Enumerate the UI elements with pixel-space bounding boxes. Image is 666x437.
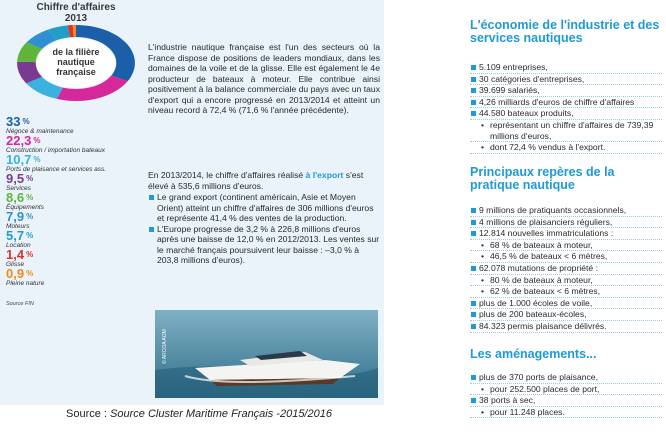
list-item: 39.699 salariés, <box>470 85 662 97</box>
export-highlight: à l'export <box>305 170 344 180</box>
pct-number: 7,9 <box>6 209 25 224</box>
list-item: plus de 1.000 écoles de voile, <box>470 298 662 310</box>
list-item: 4 millions de plaisanciers réguliers, <box>470 217 662 229</box>
source-fin: Source FIN <box>6 301 34 307</box>
pct-value <box>6 116 141 128</box>
pct-symbol: % <box>33 136 41 145</box>
economie-list <box>470 62 662 154</box>
pct-item <box>6 173 141 192</box>
list-item: 4,26 milliards d'euros de chiffre d'affaires <box>470 97 662 109</box>
list-item: 44.580 bateaux produits, <box>470 108 662 120</box>
pct-symbol: % <box>26 269 34 278</box>
pct-item <box>6 249 141 268</box>
pct-label: Ports de plaisance et services ass. <box>6 166 107 173</box>
list-item: 30 catégories d'entreprises, <box>470 74 662 86</box>
pct-number: 8,6 <box>6 190 25 205</box>
donut-center-line2: nautique <box>57 57 95 67</box>
source-prefix: Source : <box>66 408 111 420</box>
heading-amenagements: Les aménagements... <box>470 347 597 361</box>
intro-text: L'industrie nautique française est l'un des secteurs où la France dispose de positions de leaders mondiaux, dans les domaines de la voile et de la glisse. Elle est également le 4e producteur de bateaux à moteur. Elle contribue ainsi positivement à la balance commerciale du pays avec un taux d'export qui a encore progressé en 2013/2014 et atteint un niveau record à 72,4 % (71,6 % l'année précédente). <box>148 42 380 115</box>
list-item: 38 ports à sec, <box>470 395 662 407</box>
pct-label: Équipements <box>6 204 44 211</box>
sub-list-item: • 62 % de bateaux < 6 mètres, <box>470 286 662 298</box>
donut-title-line2: 2013 <box>64 13 88 24</box>
pct-value <box>6 268 141 280</box>
heading-economie: L'économie de l'industrie et des services nautiques <box>470 18 660 45</box>
europe-bullet: L'Europe progresse de 3,2 % à 226,8 millions d'euros après une baisse de 12,0 % en 2012/2013. Les ventes sur le marché français poursuivent leur baisse : –3,0 % à 203,8 millions d'euros). <box>148 224 380 266</box>
percentage-list <box>6 116 141 287</box>
pct-item <box>6 154 141 173</box>
donut-center-line1: de la filière <box>52 47 100 57</box>
donut-chart <box>14 22 138 104</box>
sub-list-item: • représentant un chiffre d'affaires de 739,39 millions d'euros, <box>470 120 662 142</box>
pct-value <box>6 211 141 223</box>
pct-symbol: % <box>26 231 34 240</box>
pct-symbol: % <box>26 193 34 202</box>
pct-number: 33 <box>6 114 21 129</box>
list-item: 5.109 entreprises, <box>470 62 662 74</box>
heading-pratique: Principaux repères de la pratique nautique <box>470 165 615 192</box>
pct-value <box>6 230 141 242</box>
pct-item <box>6 192 141 211</box>
pct-value <box>6 192 141 204</box>
pct-symbol: % <box>33 155 41 164</box>
pct-symbol: % <box>26 174 34 183</box>
source-text: Source Cluster Maritime Français -2015/2016 <box>110 408 332 420</box>
pct-item <box>6 230 141 249</box>
list-item: 9 millions de pratiquants occasionnels, <box>470 205 662 217</box>
pct-value <box>6 154 141 166</box>
sub-list-item: • pour 11.248 places. <box>470 407 662 419</box>
sub-list-item: • 80 % de bateaux à moteur, <box>470 275 662 287</box>
pct-symbol: % <box>22 117 30 126</box>
donut-center-label <box>52 47 99 77</box>
intro-paragraph <box>148 42 380 116</box>
pct-number: 10,7 <box>6 152 32 167</box>
export-text-pre: En 2013/2014, le chiffre d'affaires réalisé <box>148 170 306 180</box>
pct-item <box>6 211 141 230</box>
list-item: 12.814 nouvelles immatriculations : <box>470 228 662 240</box>
pct-number: 1,4 <box>6 247 25 262</box>
grand-export-bullet: Le grand export (continent américain, Asie et Moyen Orient) atteint un chiffre d'affaires de 306 millions d'euros et représente 41,4 % des ventes de la production. <box>148 192 380 224</box>
export-paragraph <box>148 170 380 191</box>
pct-label: Glisse <box>6 261 25 268</box>
sub-list-item: • 46,5 % de bateaux < 6 mètres, <box>470 251 662 263</box>
list-item: 84.323 permis plaisance délivrés. <box>470 321 662 333</box>
export-text-post: s'est élevé à 535,6 millions d'euros. <box>148 170 364 191</box>
donut-title <box>16 2 136 24</box>
pct-number: 9,5 <box>6 171 25 186</box>
pct-label: Moteurs <box>6 223 30 230</box>
donut-title-line1: Chiffre d'affaires <box>36 2 116 13</box>
pct-number: 22,3 <box>6 133 32 148</box>
pct-label: Négoce & maintenance <box>6 128 74 135</box>
sub-list-item: • pour 252.500 places de port, <box>470 384 662 396</box>
pct-number: 0,9 <box>6 266 25 281</box>
export-section <box>148 170 380 266</box>
source-line <box>66 408 332 420</box>
pct-number: 5,7 <box>6 228 25 243</box>
list-item: plus de 200 bateaux-écoles, <box>470 309 662 321</box>
pct-symbol: % <box>26 212 34 221</box>
sub-list-item: • 68 % de bateaux à moteur, <box>470 240 662 252</box>
pratique-list <box>470 205 662 333</box>
amenagements-list <box>470 372 662 418</box>
pct-label: Location <box>6 242 31 249</box>
list-item: plus de 370 ports de plaisance, <box>470 372 662 384</box>
pct-label: Construction / importation bateaux <box>6 147 105 154</box>
pct-value <box>6 249 141 261</box>
pct-label: Pleine nature <box>6 280 45 287</box>
pct-symbol: % <box>26 250 34 259</box>
photo-credit: © ARCOA AOM <box>162 329 168 364</box>
pct-value <box>6 135 141 147</box>
donut-center-line3: française <box>56 67 96 77</box>
pct-item <box>6 268 141 287</box>
list-item: 62.078 mutations de propriété : <box>470 263 662 275</box>
boat-photo <box>155 310 378 398</box>
pct-label: Services <box>6 185 31 192</box>
pct-value <box>6 173 141 185</box>
sub-list-item: • dont 72,4 % vendus à l'export. <box>470 142 662 154</box>
